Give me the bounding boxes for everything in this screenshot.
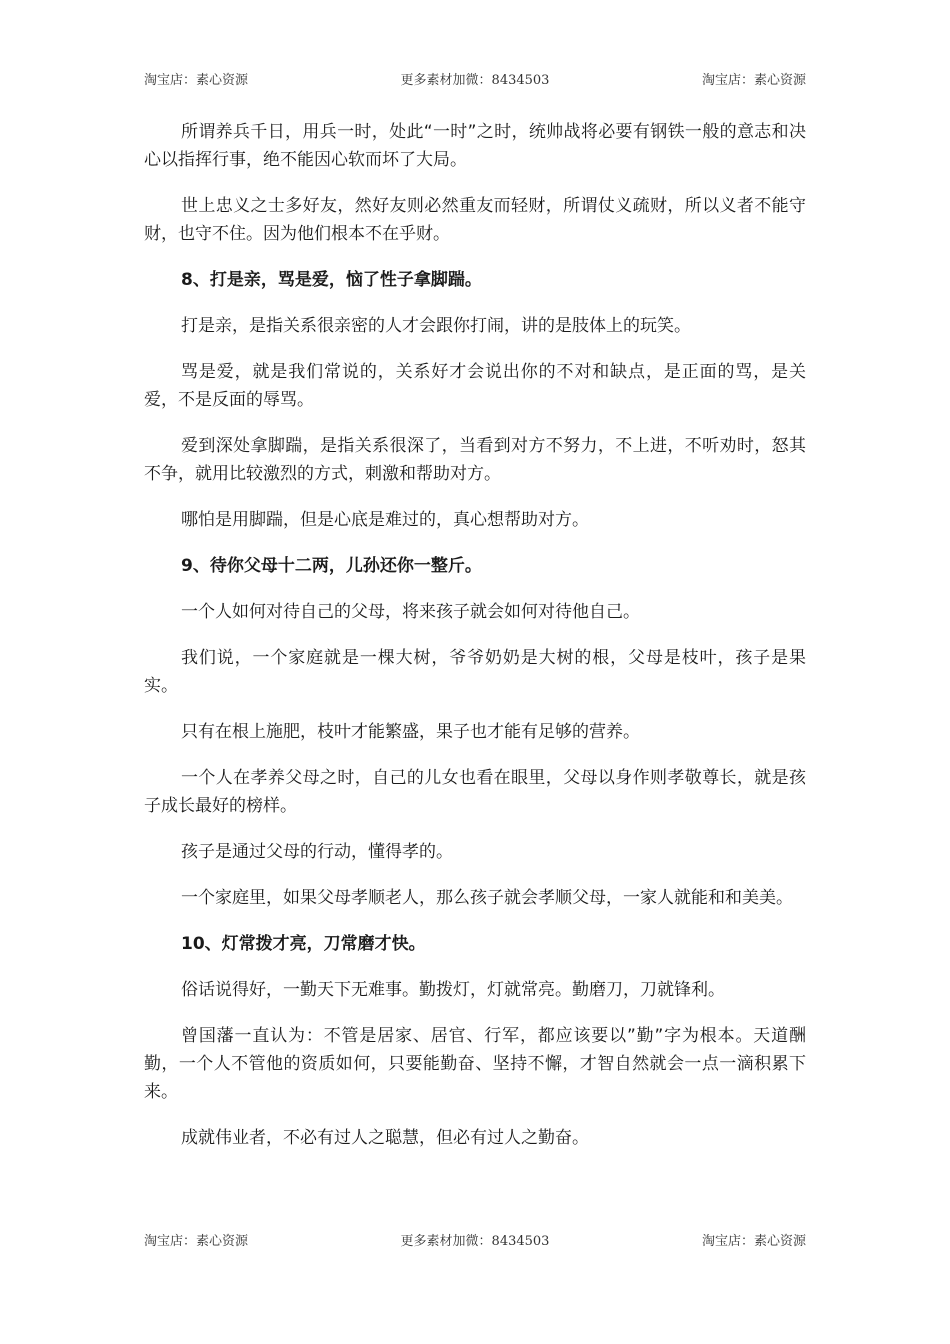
document-body (144, 118, 806, 1170)
paragraph: 一个家庭里，如果父母孝顺老人，那么孩子就会孝顺父母，一家人就能和和美美。 (181, 888, 793, 908)
paragraph: 成就伟业者，不必有过人之聪慧，但必有过人之勤奋。 (181, 1128, 589, 1148)
footer-right: 淘宝店：素心资源 (701, 1234, 806, 1249)
header-right: 淘宝店：素心资源 (701, 73, 806, 88)
paragraph: 打是亲，是指关系很亲密的人才会跟你打闹，讲的是肢体上的玩笑。 (181, 316, 691, 336)
paragraph: 所谓养兵千日，用兵一时，处此“一时”之时，统帅战将必要有钢铁一般的意志和决心以指挥行事，绝不能因心软而坏了大局。 (144, 122, 806, 170)
paragraph: 一个人如何对待自己的父母，将来孩子就会如何对待他自己。 (181, 602, 640, 622)
paragraph: 一个人在孝养父母之时，自己的儿女也看在眼里，父母以身作则孝敬尊长，就是孩子成长最好的榜样。 (144, 768, 806, 816)
paragraph: 只有在根上施肥，枝叶才能繁盛，果子也才能有足够的营养。 (181, 722, 640, 742)
paragraph: 哪怕是用脚踹，但是心底是难过的，真心想帮助对方。 (181, 510, 589, 530)
header-left: 淘宝店：素心资源 (144, 73, 249, 88)
footer-left: 淘宝店：素心资源 (144, 1234, 249, 1249)
footer-center: 更多素材加微：8434503 (400, 1234, 550, 1249)
paragraph: 我们说，一个家庭就是一棵大树，爷爷奶奶是大树的根，父母是枝叶，孩子是果实。 (144, 648, 806, 696)
paragraph: 俗话说得好，一勤天下无难事。勤拨灯，灯就常亮。勤磨刀，刀就锋利。 (181, 980, 725, 1000)
page-footer (0, 1230, 950, 1250)
paragraph: 孩子是通过父母的行动，懂得孝的。 (181, 842, 453, 862)
paragraph: 骂是爱，就是我们常说的，关系好才会说出你的不对和缺点，是正面的骂，是关爱，不是反面的辱骂。 (144, 362, 806, 410)
paragraph: 世上忠义之士多好友，然好友则必然重友而轻财，所谓仗义疏财，所以义者不能守财，也守不住。因为他们根本不在乎财。 (144, 196, 806, 244)
section-heading: 10、灯常拨才亮，刀常磨才快。 (181, 934, 426, 954)
section-heading: 9、待你父母十二两，儿孙还你一整斤。 (181, 556, 482, 576)
paragraph: 爱到深处拿脚踹，是指关系很深了，当看到对方不努力，不上进，不听劝时，怒其不争，就用比较激烈的方式，刺激和帮助对方。 (144, 436, 806, 484)
header-center: 更多素材加微：8434503 (400, 73, 550, 88)
paragraph: 曾国藩一直认为：不管是居家、居官、行军，都应该要以”勤”字为根本。天道酬勤，一个人不管他的资质如何，只要能勤奋、坚持不懈，才智自然就会一点一滴积累下来。 (144, 1026, 806, 1102)
page-header (0, 69, 950, 89)
section-heading: 8、打是亲，骂是爱，恼了性子拿脚踹。 (181, 270, 482, 290)
